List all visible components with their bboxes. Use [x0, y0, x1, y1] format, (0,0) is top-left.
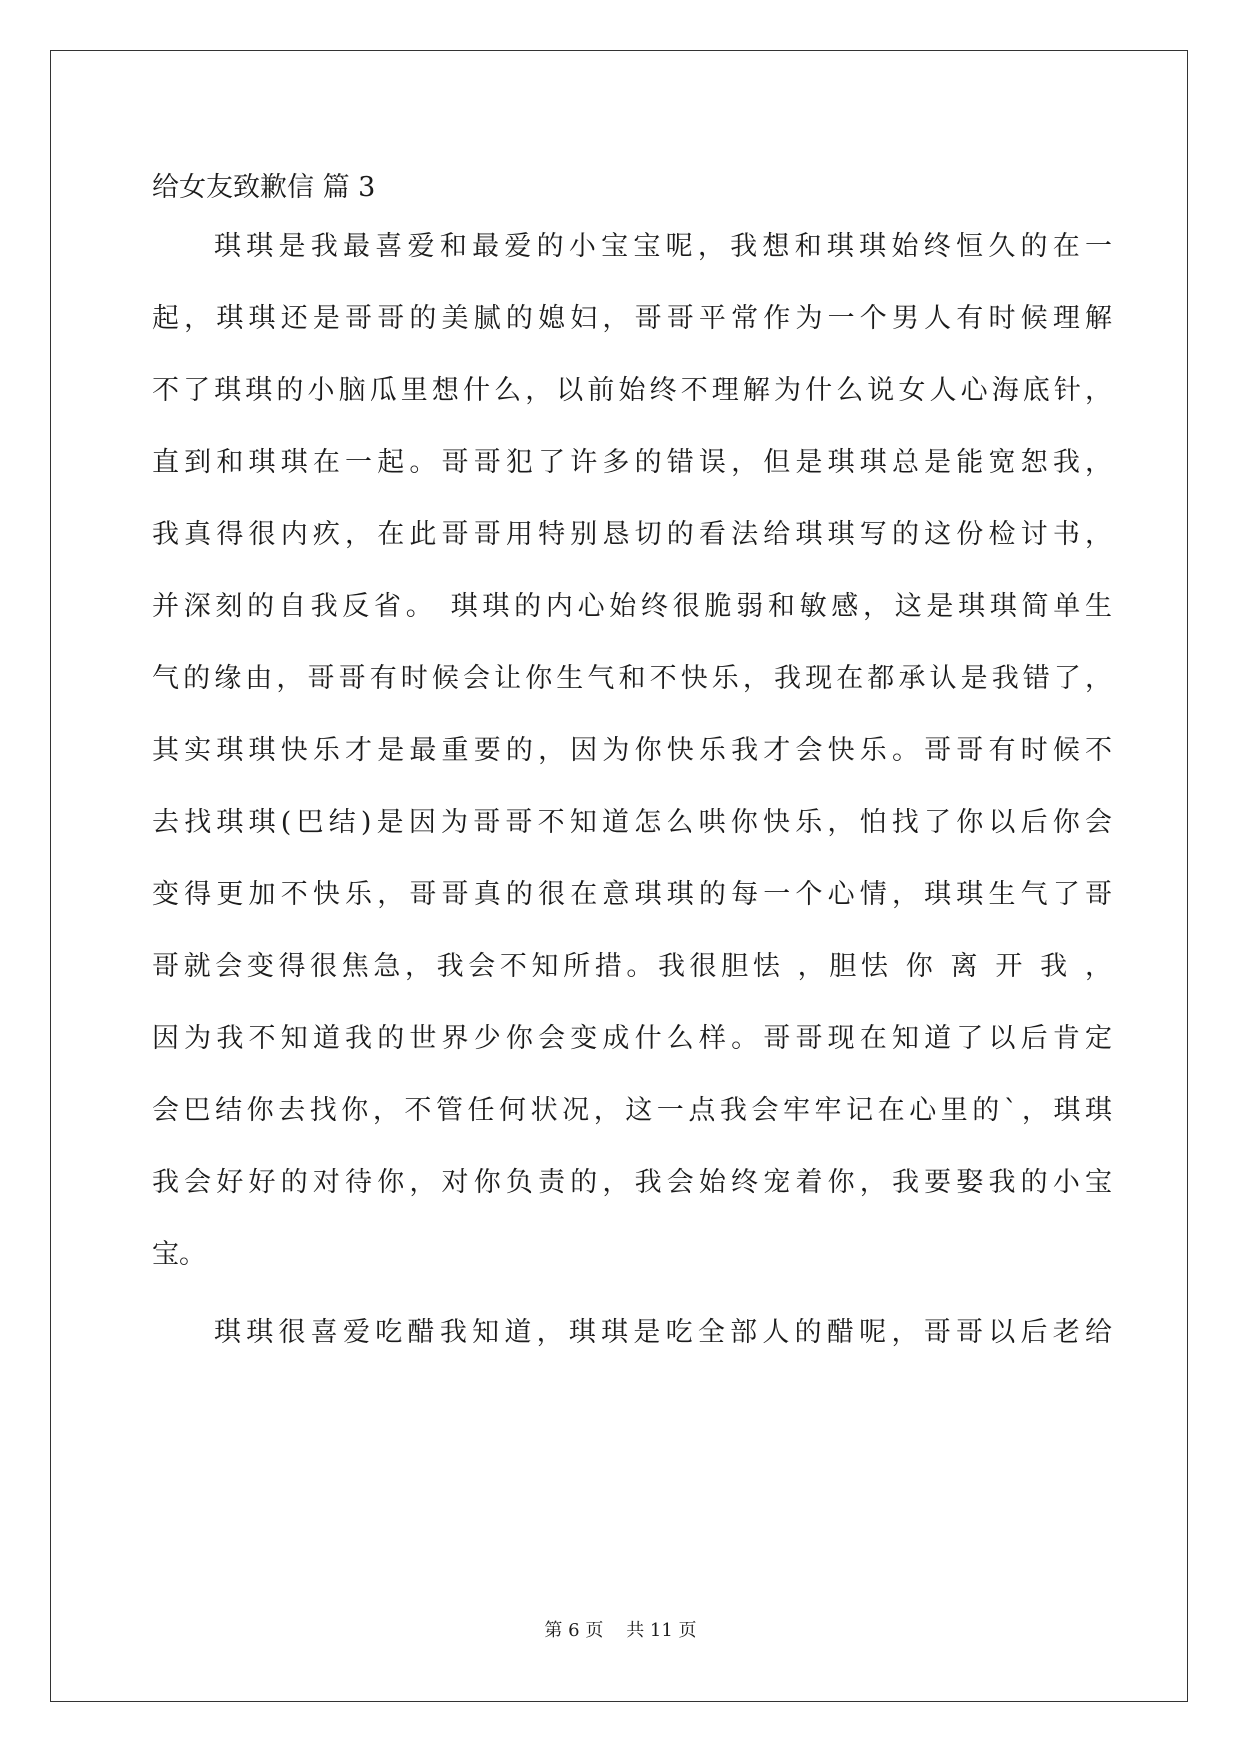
paragraph-1-line-5: 我真得很内疚，在此哥哥用特别恳切的看法给琪琪写的这份检讨书， — [152, 519, 1112, 550]
paragraph-1-line-1: 琪琪是我最喜爱和最爱的小宝宝呢，我想和琪琪始终恒久的在一 — [214, 231, 1112, 262]
paragraph-1-line-7: 气的缘由，哥哥有时候会让你生气和不快乐，我现在都承认是我错了， — [152, 663, 1112, 694]
paragraph-1-line-4: 直到和琪琪在一起。哥哥犯了许多的错误，但是琪琪总是能宽恕我， — [152, 447, 1112, 478]
paragraph-1-line-3: 不了琪琪的小脑瓜里想什么，以前始终不理解为什么说女人心海底针， — [152, 375, 1112, 406]
paragraph-1-line-9: 去找琪琪(巴结)是因为哥哥不知道怎么哄你快乐，怕找了你以后你会 — [152, 807, 1112, 838]
paragraph-1-line-6: 并深刻的自我反省。 琪琪的内心始终很脆弱和敏感，这是琪琪简单生 — [152, 591, 1112, 622]
paragraph-1-line-12: 因为我不知道我的世界少你会变成什么样。哥哥现在知道了以后肯定 — [152, 1023, 1112, 1054]
paragraph-1-line-2: 起，琪琪还是哥哥的美腻的媳妇，哥哥平常作为一个男人有时候理解 — [152, 303, 1112, 334]
paragraph-1-line-11: 哥就会变得很焦急，我会不知所措。我很胆怯 ，胆怯 你 离 开 我 ， — [152, 951, 1112, 982]
paragraph-1-line-13: 会巴结你去找你，不管任何状况，这一点我会牢牢记在心里的`，琪琪 — [152, 1095, 1112, 1126]
paragraph-1-line-15: 宝。 — [152, 1239, 206, 1270]
page-number-footer: 第 6 页 共 11 页 — [544, 1620, 697, 1641]
paragraph-1-line-8: 其实琪琪快乐才是最重要的，因为你快乐我才会快乐。哥哥有时候不 — [152, 735, 1112, 766]
document-title: 给女友致歉信 篇 3 — [152, 172, 376, 203]
paragraph-1-line-14: 我会好好的对待你，对你负责的，我会始终宠着你，我要娶我的小宝 — [152, 1167, 1112, 1198]
paragraph-1-line-10: 变得更加不快乐，哥哥真的很在意琪琪的每一个心情，琪琪生气了哥 — [152, 879, 1112, 910]
paragraph-2-line-1: 琪琪很喜爱吃醋我知道，琪琪是吃全部人的醋呢，哥哥以后老给 — [214, 1317, 1112, 1348]
